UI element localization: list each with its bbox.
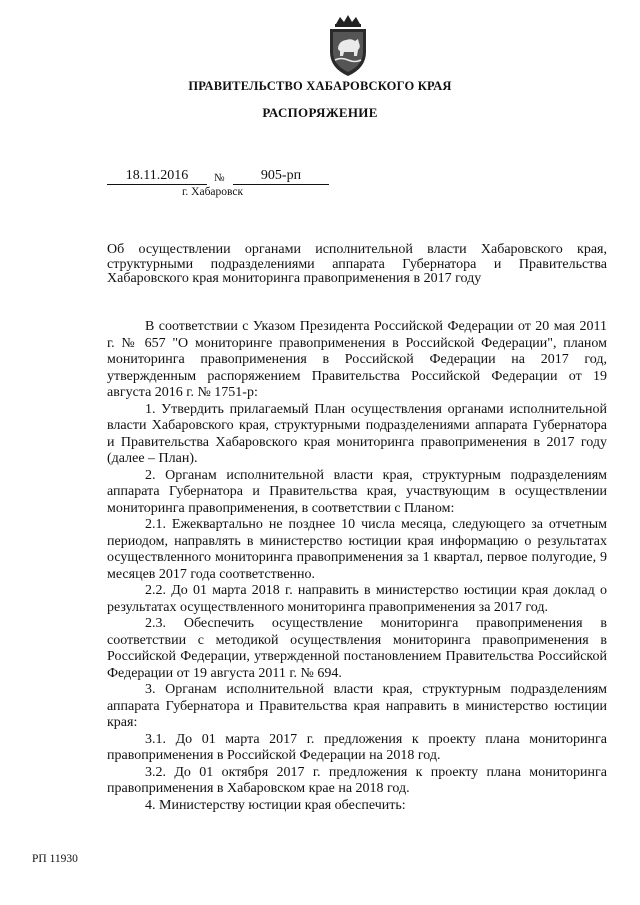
number-sign: № <box>214 172 225 184</box>
body-paragraph: В соответствии с Указом Президента Российской Федерации от 20 мая 2011 г. № 657 "О мониторинге правоприменения в Российской Федерации", планом мониторинга правоприменения в Российской Федерации на 2017 год, утвержденным распоряжением Правительства Российской Федерации от 19 августа 2016 г. № 1751-р: <box>107 319 607 400</box>
body-paragraph: 3.2. До 01 октября 2017 г. предложения к проекту плана мониторинга правоприменения в Хабаровском крае на 2018 год. <box>107 764 607 796</box>
document-body <box>107 319 607 814</box>
body-paragraph: 2. Органам исполнительной власти края, структурным подразделениям аппарата Губернатора и Правительства края, участвующим в осуществлении мониторинга правоприменения, в соответствии с Планом: <box>107 467 607 516</box>
document-subject: Об осуществлении органами исполнительной власти Хабаровского края, структурными подразделениями аппарата Губернатора и Правительства Хабаровского края мониторинга правоприменения в 2017 году <box>107 242 607 286</box>
body-paragraph: 1. Утвердить прилагаемый План осуществления органами исполнительной власти Хабаровского края, структурными подразделениями аппарата Губернатора и Правительства Хабаровского края мониторинга правоприменения в 2017 году (далее – План). <box>107 401 607 466</box>
body-paragraph: 3. Органам исполнительной власти края, структурным подразделениям аппарата Губернатора и Правительства края направить в министерство юстиции края: <box>107 682 607 730</box>
body-paragraph: 2.3. Обеспечить осуществление мониторинга правоприменения в соответствии с методикой осуществления мониторинга правоприменения в Российской Федерации, утвержденной постановлением Правительства Российской Федерации от 19 августа 2011 г. № 694. <box>107 616 607 681</box>
document-type-title: РАСПОРЯЖЕНИЕ <box>262 105 378 120</box>
body-paragraph: 2.1. Ежеквартально не позднее 10 числа месяца, следующего за отчетным периодом, направлять в министерство юстиции края информацию о результатах осуществленного мониторинга правоприменения за 1 квартал, первое полугодие, 9 месяцев 2017 года соответственно. <box>107 517 607 582</box>
body-paragraph: 4. Министерству юстиции края обеспечить: <box>145 797 406 813</box>
document-date: 18.11.2016 <box>107 168 207 185</box>
coat-of-arms-icon <box>322 14 374 78</box>
document-city: г. Хабаровск <box>182 186 244 198</box>
footer-code: РП 11930 <box>32 853 78 865</box>
organization-title: ПРАВИТЕЛЬСТВО ХАБАРОВСКОГО КРАЯ <box>188 79 452 93</box>
body-paragraph: 3.1. До 01 марта 2017 г. предложения к проекту плана мониторинга правоприменения в Российской Федерации на 2018 год. <box>107 731 607 763</box>
body-paragraph: 2.2. До 01 марта 2018 г. направить в министерство юстиции края доклад о результатах осуществленного мониторинга правоприменения за 2017 год. <box>107 583 607 615</box>
document-number: 905-рп <box>233 168 329 185</box>
